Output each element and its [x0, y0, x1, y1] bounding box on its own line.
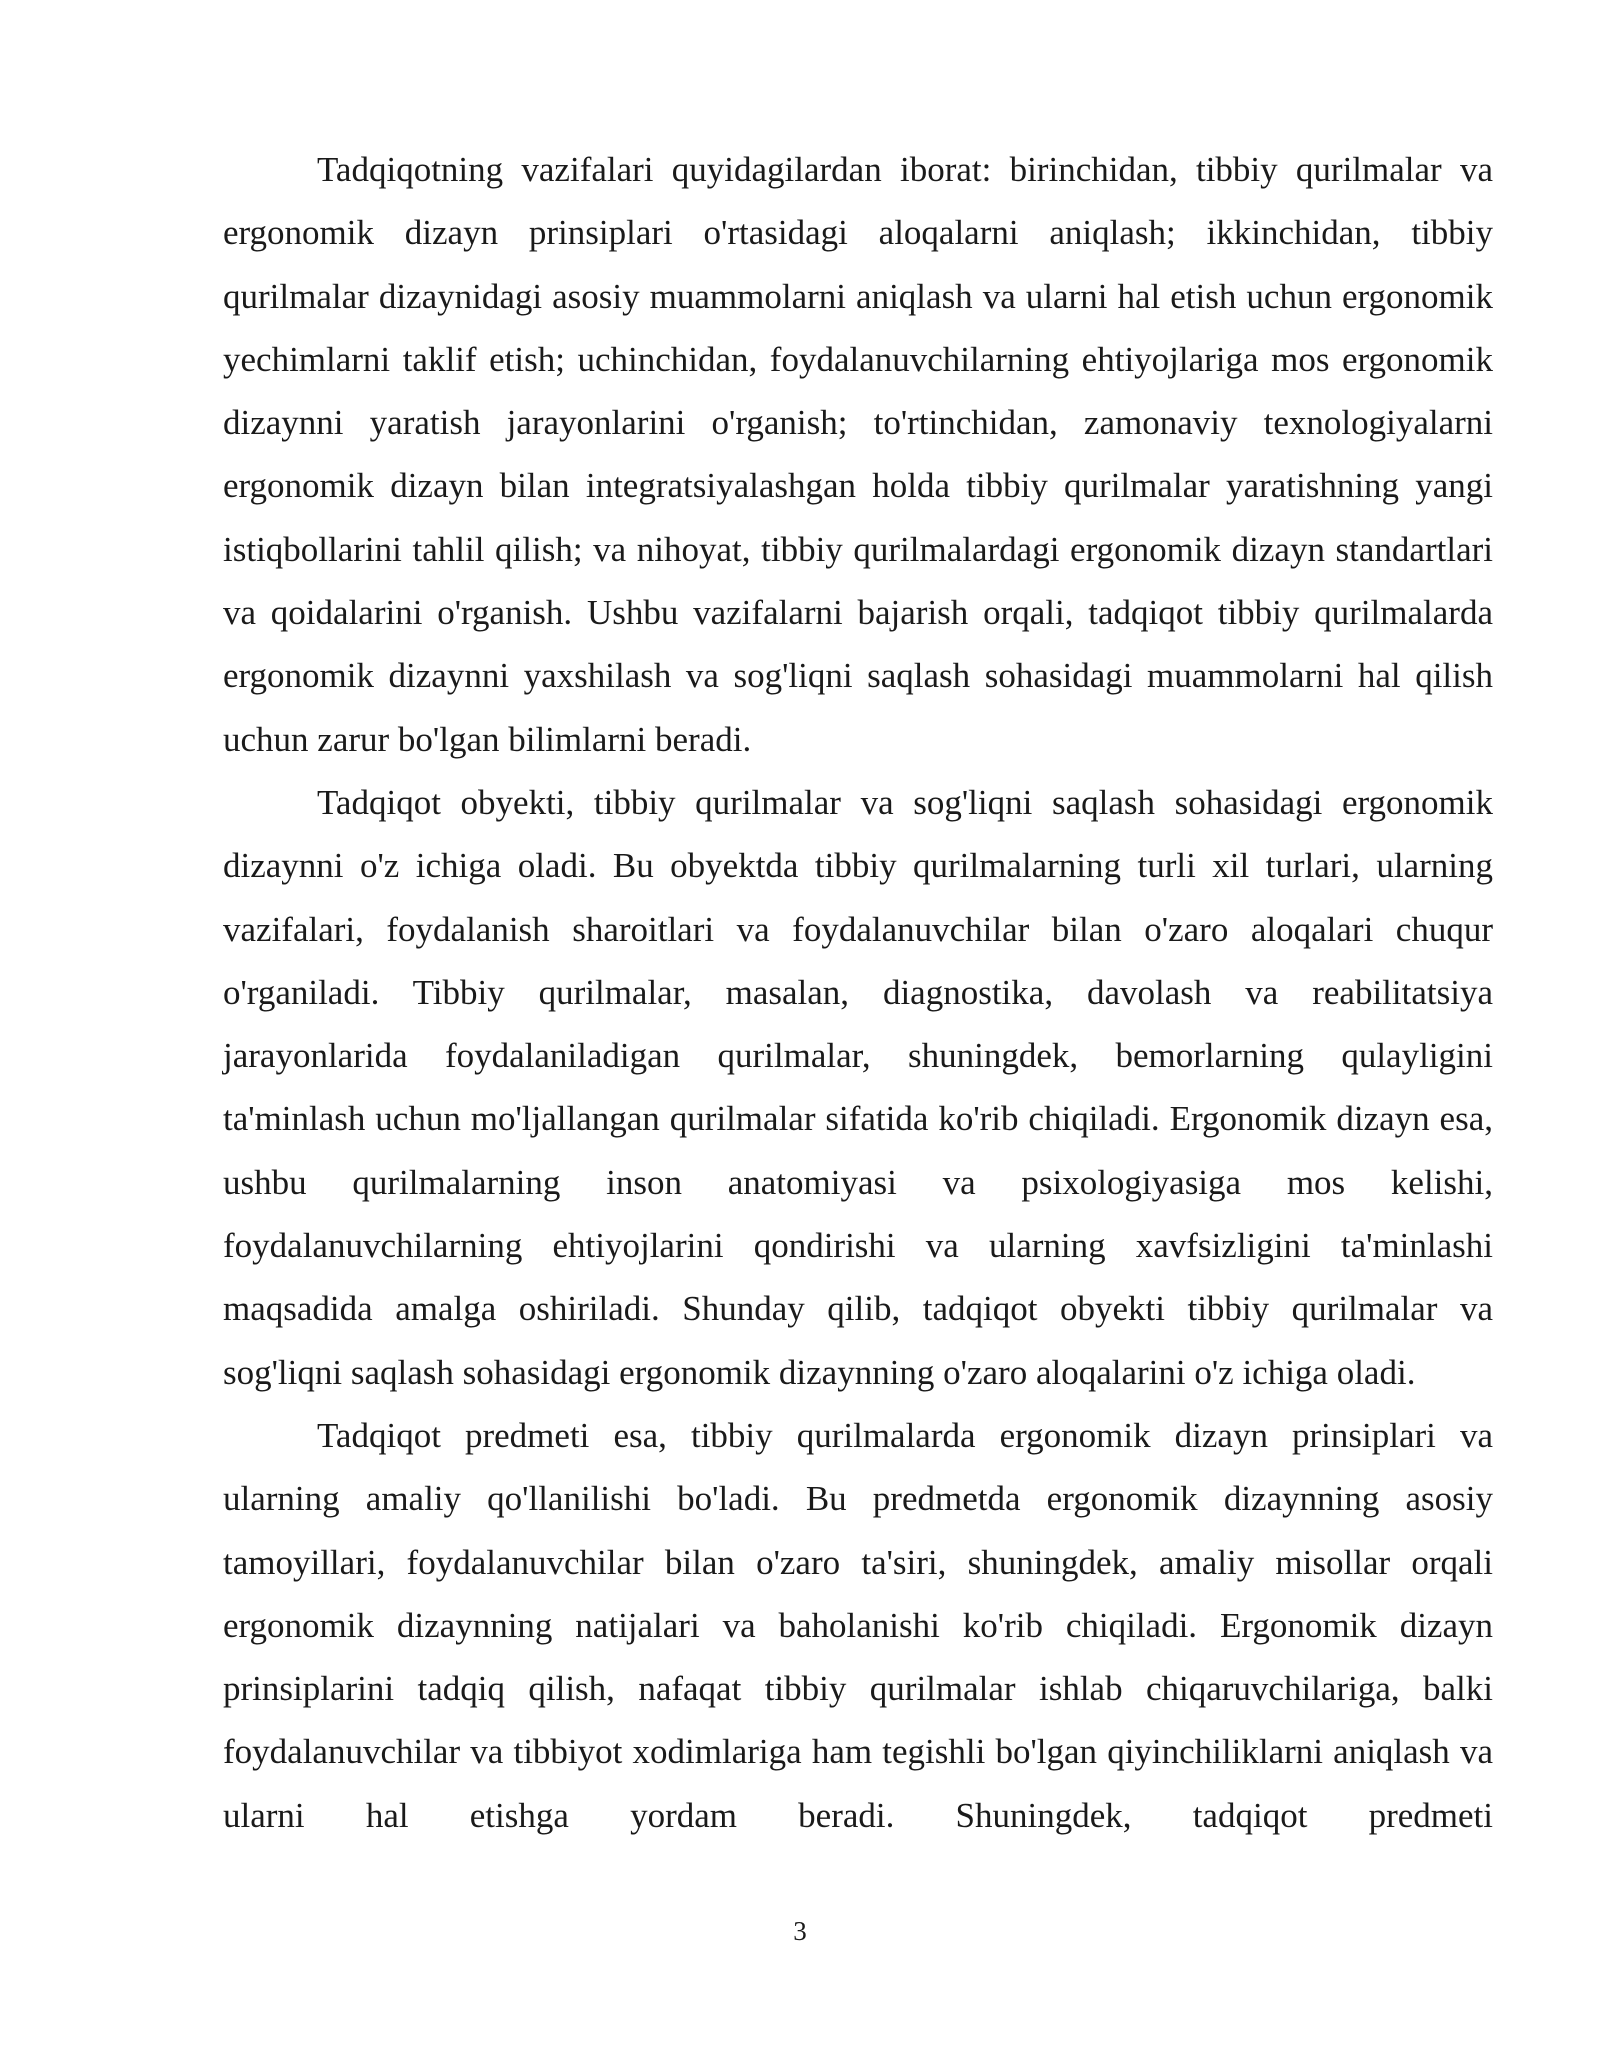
page-number: 3	[793, 1916, 807, 1946]
paragraph-research-subject: Tadqiqot predmeti esa, tibbiy qurilmalarda ergonomik dizayn prinsiplari va ularning amaliy qo'llanilishi bo'ladi. Bu predmetda ergonomik dizaynning asosiy tamoyillari, foydalanuvchilar bilan o'zaro ta'siri, shuningdek, amaliy misollar orqali ergonomik dizaynning natijalari va baholanishi ko'rib chiqiladi. Ergonomik dizayn prinsiplarini tadqiq qilish, nafaqat tibbiy qurilmalar ishlab chiqaruvchilariga, balki foydalanuvchilar va tibbiyot xodimlariga ham tegishli bo'lgan qiyinchiliklarni aniqlash va ularni hal etishga yordam beradi. Shuningdek, tadqiqot predmeti	[223, 1415, 1493, 1835]
paragraph-research-object: Tadqiqot obyekti, tibbiy qurilmalar va sog'liqni saqlash sohasidagi ergonomik dizaynni o'z ichiga oladi. Bu obyektda tibbiy qurilmalarning turli xil turlari, ularning vazifalari, foydalanish sharoitlari va foydalanuvchilar bilan o'zaro aloqalari chuqur o'rganiladi. Tibbiy qurilmalar, masalan, diagnostika, davolash va reabilitatsiya jarayonlarida foydalaniladigan qurilmalar, shuningdek, bemorlarning qulayligini ta'minlash uchun mo'ljallangan qurilmalar sifatida ko'rib chiqiladi. Ergonomik dizayn esa, ushbu qurilmalarning inson anatomiyasi va psixologiyasiga mos kelishi, foydalanuvchilarning ehtiyojlarini qondirishi va ularning xavfsizligini ta'minlashi maqsadida amalga oshiriladi. Shunday qilib, tadqiqot obyekti tibbiy qurilmalar va sog'liqni saqlash sohasidagi ergonomik dizaynning o'zaro aloqalarini o'z ichiga oladi.	[223, 782, 1493, 1392]
document-body	[223, 138, 1493, 1847]
paragraph-tasks: Tadqiqotning vazifalari quyidagilardan iborat: birinchidan, tibbiy qurilmalar va ergonomik dizayn prinsiplari o'rtasidagi aloqalarni aniqlash; ikkinchidan, tibbiy qurilmalar dizaynidagi asosiy muammolarni aniqlash va ularni hal etish uchun ergonomik yechimlarni taklif etish; uchinchidan, foydalanuvchilarning ehtiyojlariga mos ergonomik dizaynni yaratish jarayonlarini o'rganish; to'rtinchidan, zamonaviy texnologiyalarni ergonomik dizayn bilan integratsiyalashgan holda tibbiy qurilmalar yaratishning yangi istiqbollarini tahlil qilish; va nihoyat, tibbiy qurilmalardagi ergonomik dizayn standartlari va qoidalarini o'rganish. Ushbu vazifalarni bajarish orqali, tadqiqot tibbiy qurilmalarda ergonomik dizaynni yaxshilash va sog'liqni saqlash sohasidagi muammolarni hal qilish uchun zarur bo'lgan bilimlarni beradi.	[223, 150, 1493, 759]
